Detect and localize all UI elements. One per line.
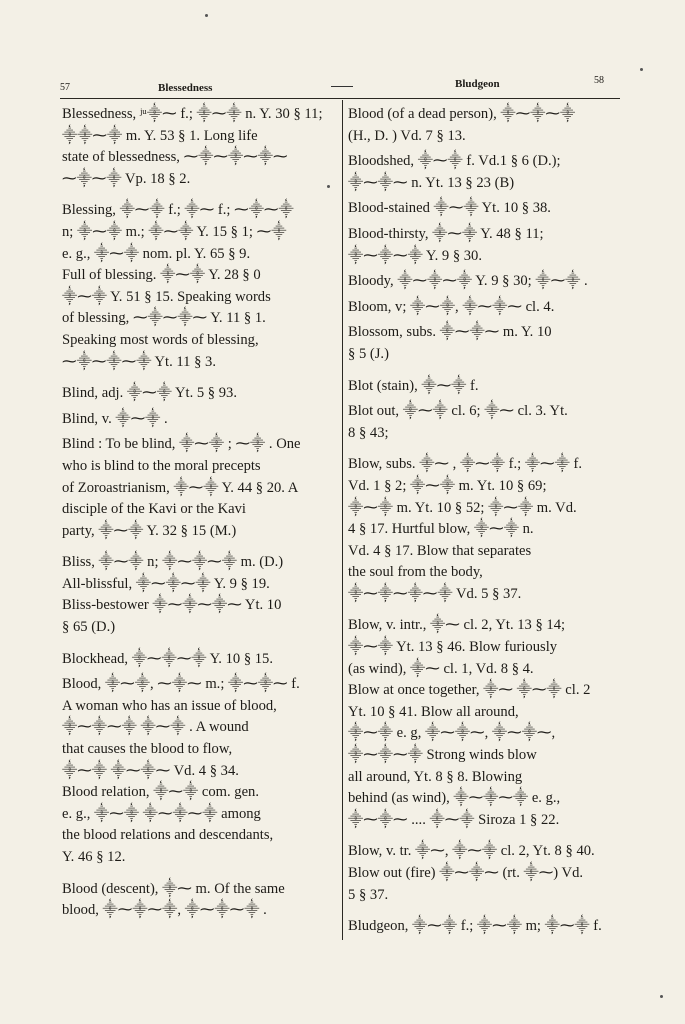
- entry-blot-stain: [348, 376, 614, 398]
- entry-line: ⸎⁓⸎⁓⸎ Strong winds blow: [348, 747, 537, 764]
- left-column: [62, 104, 334, 932]
- entry-line: blood, ⸎⁓⸎⁓⸎, ⸎⁓⸎⁓⸎ .: [62, 902, 267, 919]
- entry-line: ⸎⸎⁓⸎ m. Y. 53 § 1. Long life: [62, 127, 258, 144]
- paper-speck: [660, 995, 663, 998]
- header-rule: [60, 98, 620, 99]
- entry-line: ⁓⸎⁓⸎ Vp. 18 § 2.: [62, 170, 191, 187]
- page-number-left: 57: [60, 82, 70, 93]
- entry-line: ⸎⁓⸎ ⸎⁓⸎⁓ Vd. 4 § 34.: [62, 762, 239, 779]
- entry-line: Bliss, ⸎⁓⸎ n; ⸎⁓⸎⁓⸎ m. (D.): [62, 554, 284, 571]
- entry-line: § 5 (J.): [348, 345, 389, 362]
- entry-line: ⸎⁓⸎ e. g, ⸎⁓⸎⁓, ⸎⁓⸎⁓,: [348, 725, 556, 742]
- entry-line: e. g., ⸎⁓⸎ nom. pl. Y. 65 § 9.: [62, 245, 251, 262]
- entry-line: Bloody, ⸎⁓⸎⁓⸎ Y. 9 § 30; ⸎⁓⸎ .: [348, 273, 588, 290]
- entry-blood-descent: [62, 879, 334, 922]
- entry-line: Bloodshed, ⸎⁓⸎ f. Vd.1 § 6 (D.);: [348, 153, 561, 170]
- entry-line: All-blissful, ⸎⁓⸎⁓⸎ Y. 9 § 19.: [62, 575, 270, 592]
- entry-line: Blood, ⸎⁓⸎, ⁓⸎⁓ m.; ⸎⁓⸎⁓ f.: [62, 676, 300, 693]
- entry-blood-stained: [348, 198, 614, 220]
- entry-line: Blind, adj. ⸎⁓⸎ Yt. 5 § 93.: [62, 385, 237, 402]
- entry-line: 8 § 43;: [348, 424, 389, 441]
- entry-line: Blood-thirsty, ⸎⁓⸎ Y. 48 § 11;: [348, 225, 544, 242]
- entry-bliss: [62, 552, 334, 638]
- entry-line: ⁓⸎⁓⸎⁓⸎ Yt. 11 § 3.: [62, 353, 216, 370]
- entry-line: Yt. 10 § 41. Blow all around,: [348, 703, 519, 720]
- entry-line: Blockhead, ⸎⁓⸎⁓⸎ Y. 10 § 15.: [62, 650, 274, 667]
- entry-line: of blessing, ⁓⸎⁓⸎⁓ Y. 11 § 1.: [62, 310, 266, 327]
- entry-line: 4 § 17. Hurtful blow, ⸎⁓⸎ n.: [348, 521, 534, 538]
- entry-line: 5 § 37.: [348, 886, 389, 903]
- entry-line: Blow, v. intr., ⸎⁓ cl. 2, Yt. 13 § 14;: [348, 617, 566, 634]
- entry-line: Blow, subs. ⸎⁓ , ⸎⁓⸎ f.; ⸎⁓⸎ f.: [348, 456, 582, 473]
- entry-line: Blow, v. tr. ⸎⁓, ⸎⁓⸎ cl. 2, Yt. 8 § 40.: [348, 843, 595, 860]
- entry-line: n; ⸎⁓⸎ m.; ⸎⁓⸎ Y. 15 § 1; ⁓⸎: [62, 223, 287, 240]
- entry-line: ⸎⁓⸎ m. Yt. 10 § 52; ⸎⁓⸎ m. Vd.: [348, 499, 577, 516]
- entry-line: the blood relations and descendants,: [62, 827, 274, 844]
- entry-bloody: [348, 271, 614, 293]
- entry-line: Blow out (fire) ⸎⁓⸎⁓ (rt. ⸎⁓) Vd.: [348, 865, 584, 881]
- entry-line: party, ⸎⁓⸎ Y. 32 § 15 (M.): [62, 522, 237, 539]
- entry-line: e. g., ⸎⁓⸎ ⸎⁓⸎⁓⸎ among: [62, 805, 261, 822]
- entry-line: that causes the blood to flow,: [62, 741, 233, 758]
- entry-blossom: [348, 322, 614, 365]
- entry-line: Y. 46 § 12.: [62, 849, 126, 865]
- entry-line: Blind : To be blind, ⸎⁓⸎ ; ⁓⸎ . One: [62, 436, 301, 453]
- entry-blessedness: [62, 104, 334, 190]
- entry-line: Vd. 4 § 17. Blow that separates: [348, 542, 532, 559]
- entry-line: Full of blessing. ⸎⁓⸎ Y. 28 § 0: [62, 267, 261, 284]
- entry-line: Blood relation, ⸎⁓⸎ com. gen.: [62, 784, 259, 801]
- entry-line: disciple of the Kavi or the Kavi: [62, 501, 246, 518]
- entry-bloom: [348, 297, 614, 319]
- entry-line: (as wind), ⸎⁓ cl. 1, Vd. 8 § 4.: [348, 660, 534, 677]
- entry-line: the soul from the body,: [348, 564, 483, 581]
- entry-line: Vd. 1 § 2; ⸎⁓⸎ m. Yt. 10 § 69;: [348, 477, 547, 494]
- right-column: [348, 104, 614, 948]
- entry-line: Blind, v. ⸎⁓⸎ .: [62, 410, 168, 427]
- entry-line: all around, Yt. 8 § 8. Blowing: [348, 768, 523, 785]
- entry-line: § 65 (D.): [62, 619, 116, 636]
- entry-line: Blow at once together, ⸎⁓ ⸎⁓⸎ cl. 2: [348, 682, 591, 699]
- paper-speck: [327, 185, 330, 188]
- entry-blow-tr: [348, 841, 614, 906]
- paper-speck: [640, 68, 643, 71]
- entry-line: A woman who has an issue of blood,: [62, 697, 277, 714]
- entry-line: Bludgeon, ⸎⁓⸎ f.; ⸎⁓⸎ m; ⸎⁓⸎ f.: [348, 918, 602, 935]
- entry-bludgeon: [348, 916, 614, 938]
- running-head-right: Bludgeon: [455, 78, 500, 90]
- entry-line: Blossom, subs. ⸎⁓⸎⁓ m. Y. 10: [348, 324, 552, 341]
- entry-blind-v: [62, 409, 334, 431]
- entry-blow-intr: [348, 615, 614, 831]
- entry-blessing: [62, 200, 334, 373]
- running-head-left: Blessedness: [158, 82, 213, 94]
- entry-line: ⸎⁓⸎ Y. 51 § 15. Speaking words: [62, 288, 271, 305]
- entry-line: Blot out, ⸎⁓⸎ cl. 6; ⸎⁓ cl. 3. Yt.: [348, 403, 568, 420]
- entry-line: Blood (descent), ⸎⁓ m. Of the same: [62, 880, 285, 897]
- entry-line: behind (as wind), ⸎⁓⸎⁓⸎ e. g.,: [348, 790, 561, 807]
- entry-line: of Zoroastrianism, ⸎⁓⸎ Y. 44 § 20. A: [62, 479, 299, 496]
- entry-line: Bliss-bestower ⸎⁓⸎⁓⸎⁓ Yt. 10: [62, 597, 282, 614]
- entry-line: who is blind to the moral precepts: [62, 457, 261, 474]
- entry-line: Blot (stain), ⸎⁓⸎ f.: [348, 377, 479, 394]
- entry-blind-to-be: [62, 434, 334, 542]
- entry-blockhead: [62, 649, 334, 671]
- entry-line: Blood (of a dead person), ⸎⁓⸎⁓⸎: [348, 106, 576, 122]
- entry-line: Blood-stained ⸎⁓⸎ Yt. 10 § 38.: [348, 200, 551, 217]
- header-dash: [331, 86, 353, 87]
- entry-blood-dead-person: [348, 104, 614, 147]
- entry-line: Speaking most words of blessing,: [62, 331, 259, 348]
- entry-blow-subs: [348, 454, 614, 605]
- entry-bloodshed: [348, 151, 614, 194]
- entry-line: Blessing, ⸎⁓⸎ f.; ⸎⁓ f.; ⁓⸎⁓⸎: [62, 202, 294, 219]
- entry-blood-thirsty: [348, 224, 614, 267]
- entry-line: ⸎⁓⸎⁓⸎⁓⸎ Vd. 5 § 37.: [348, 585, 522, 602]
- entry-blot-out: [348, 401, 614, 444]
- entry-line: ⸎⁓⸎⁓⸎ ⸎⁓⸎ . A wound: [62, 719, 249, 736]
- entry-line: Blessedness, ʲᵘ⸎⁓ f.; ⸎⁓⸎ n. Y. 30 § 11;: [62, 106, 323, 122]
- paper-speck: [205, 14, 208, 17]
- entry-line: Bloom, v; ⸎⁓⸎, ⸎⁓⸎⁓ cl. 4.: [348, 298, 555, 315]
- entry-line: ⸎⁓⸎⁓ n. Yt. 13 § 23 (B): [348, 174, 515, 191]
- column-divider: [342, 100, 343, 940]
- page-header: [60, 70, 620, 98]
- entry-blood: [62, 674, 334, 868]
- entry-line: ⸎⁓⸎ Yt. 13 § 46. Blow furiously: [348, 639, 558, 656]
- page-number-right: 58: [594, 75, 604, 86]
- entry-line: (H., D. ) Vd. 7 § 13.: [348, 127, 466, 144]
- entry-line: state of blessedness, ⁓⸎⁓⸎⁓⸎⁓: [62, 149, 288, 166]
- entry-blind-adj: [62, 383, 334, 405]
- entry-line: ⸎⁓⸎⁓ .... ⸎⁓⸎ Siroza 1 § 22.: [348, 811, 560, 828]
- entry-line: ⸎⁓⸎⁓⸎ Y. 9 § 30.: [348, 247, 483, 264]
